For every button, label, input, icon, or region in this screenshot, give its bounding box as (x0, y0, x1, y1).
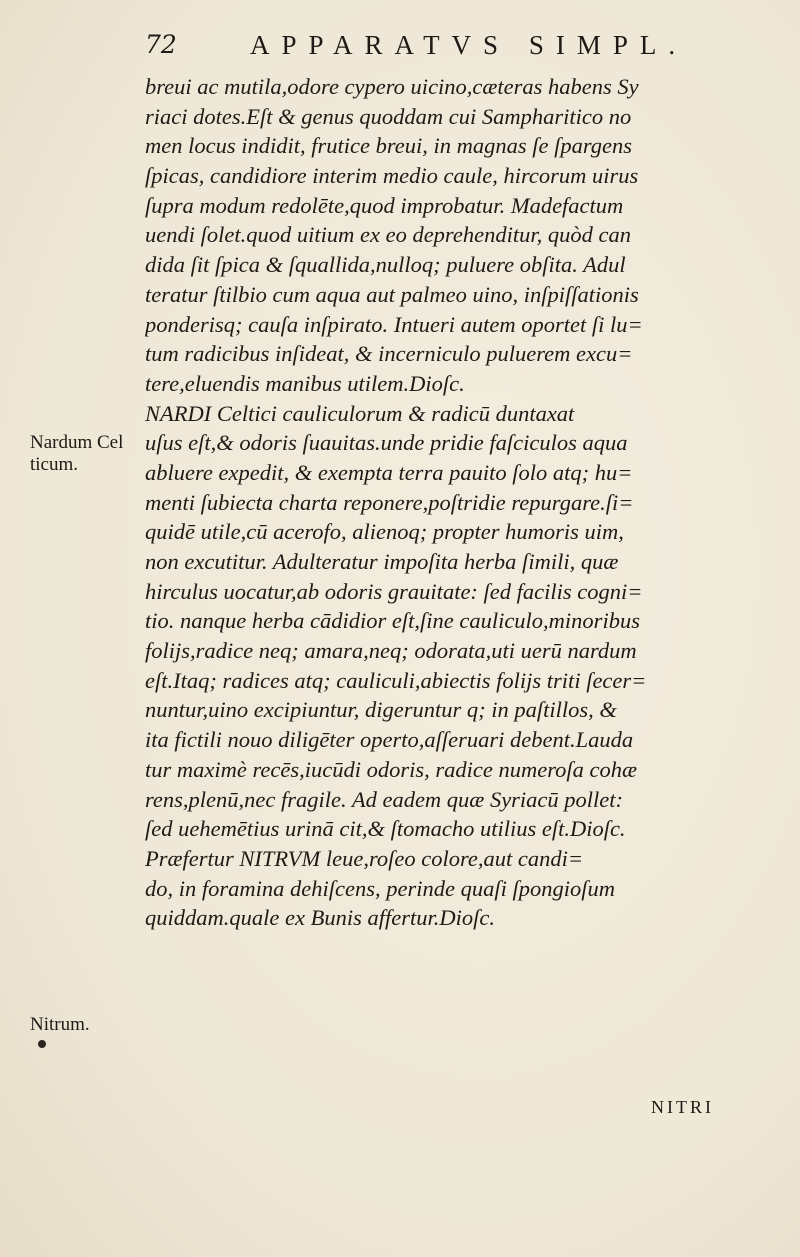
page-number: 72 (145, 30, 177, 59)
text-line: tio. nanque herba cādidior eſt,ſine cauliculo,minoribus (145, 608, 640, 634)
text-line: nuntur,uino excipiuntur, digeruntur q; in paſtillos, & (145, 697, 617, 723)
text-line: ponderisq; cauſa inſpirato. Intueri autem oportet ſi lu= (145, 311, 643, 337)
text-line: rens,plenū,nec fragile. Ad eadem quæ Syriacū pollet: (145, 786, 624, 812)
text-line: hirculus uocatur,ab odoris grauitate: ſed facilis cogni= (145, 578, 643, 604)
text-line: teratur ſtilbio cum aqua aut palmeo uino, inſpiſſationis (145, 281, 639, 307)
text-line: non excutitur. Adulteratur impoſita herba ſimili, quæ (145, 549, 619, 574)
text-line: quiddam.quale ex Bunis affertur.Dioſc. (145, 905, 495, 931)
bullet-mark (38, 1040, 46, 1048)
body-text (145, 72, 785, 933)
text-line: uſus eſt,& odoris ſuauitas.unde pridie faſciculos aqua (145, 430, 628, 456)
text-line: folijs,radice neq; amara,neq; odorata,uti uerū nardum (145, 638, 637, 664)
text-line: men locus indidit, frutice breui, in magnas ſe ſpargens (145, 133, 633, 159)
text-line: menti ſubiecta charta reponere,poſtridie repurgare.ſi= (145, 489, 634, 515)
text-line: tum radicibus inſideat, & incerniculo puluerem excu= (145, 341, 633, 367)
text-line: breui ac mutila,odore cypero uicino,cæteras habens Sy (145, 74, 639, 99)
catchword: NITRI (651, 1097, 714, 1117)
text-line: do, in foramina dehiſcens, perinde quaſi ſpongioſum (145, 875, 615, 901)
text-line: riaci dotes.Eſt & genus quoddam cui Sampharitico no (145, 103, 632, 129)
margin-note: Nitrum. (30, 1014, 90, 1035)
text-line: quidē utile,cū acerofo, alienoq; propter humoris uim, (145, 519, 624, 545)
margin-note: Nardum Cel ticum. (30, 432, 124, 475)
page-header (145, 30, 785, 70)
text-line: ſed uehemētius urinā cit,& ſtomacho utilius eſt.Dioſc. (145, 816, 626, 842)
text-line: tur maximè recēs,iucūdi odoris, radice numeroſa cohæ (145, 756, 638, 782)
running-head: APPARATVS SIMPL. (250, 30, 688, 60)
text-line: ſpicas, candidiore interim medio caule, hircorum uirus (145, 163, 639, 189)
text-line: tere,eluendis manibus utilem.Dioſc. (145, 370, 465, 396)
text-line: abluere expedit, & exempta terra pauito ſolo atq; hu= (145, 459, 633, 485)
text-line: ſupra modum redolēte,quod improbatur. Madefactum (145, 192, 624, 218)
text-line: dida ſit ſpica & ſquallida,nulloq; puluere obſita. Adul (145, 252, 626, 278)
text-line: eſt.Itaq; radices atq; cauliculi,abiectis folijs triti ſecer= (145, 667, 647, 693)
text-line: Præfertur NITRVM leue,roſeo colore,aut candi= (145, 845, 584, 871)
text-line: uendi ſolet.quod uitium ex eo deprehenditur, quòd can (145, 222, 631, 248)
text-line: ita fictili nouo diligēter operto,aſſeruari debent.Lauda (145, 727, 634, 753)
text-line: NARDI Celtici cauliculorum & radicū duntaxat (145, 400, 575, 426)
